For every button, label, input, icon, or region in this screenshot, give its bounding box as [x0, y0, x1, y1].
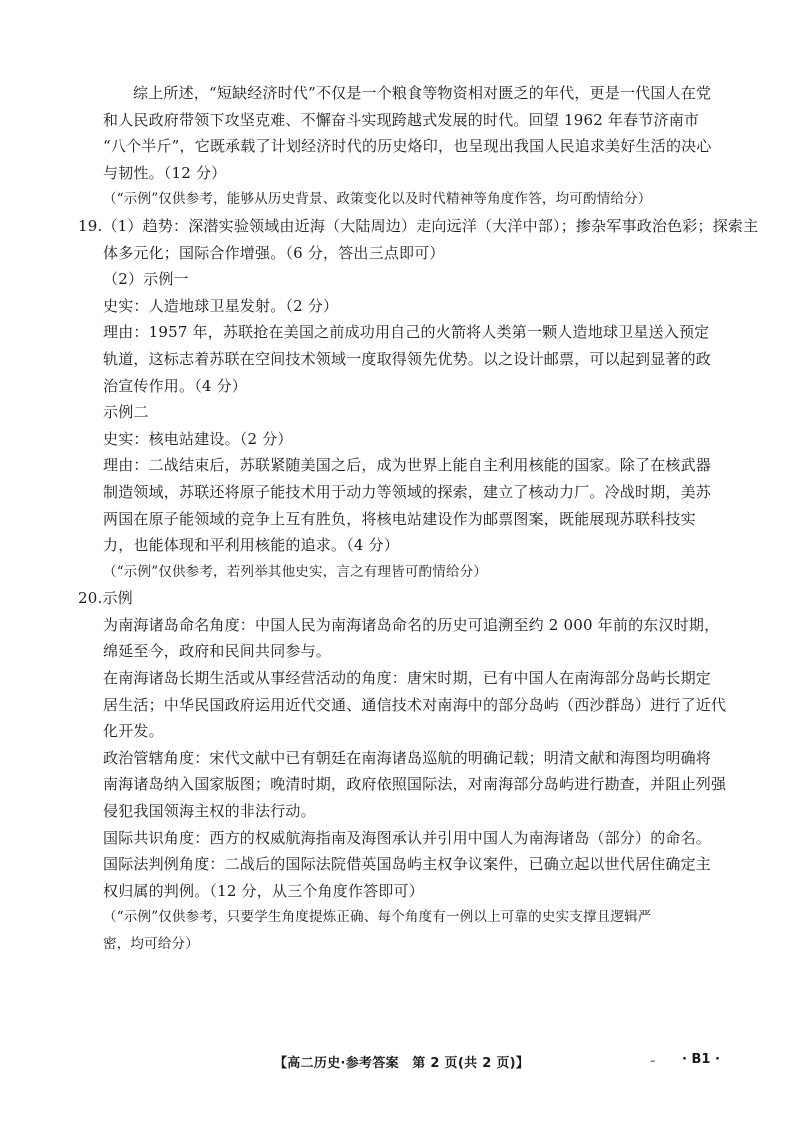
q20-item-line: 国际法判例角度：二战后的国际法院借英国岛屿主权争议案件，已确立起以世代居住确定主 — [103, 855, 712, 874]
q20-item-line: 化开发。 — [103, 722, 164, 741]
intro-line: 和人民政府带领下攻坚克难、不懈奋斗实现跨越式发展的时代。回望 1962 年春节济南市 — [103, 110, 700, 129]
q19-example2-reason: 理由：二战结束后，苏联紧随美国之后，成为世界上能自主利用核能的国家。除了在核武器 — [103, 456, 712, 475]
q20-item-line: 南海诸岛纳入国家版图；晚清时期，政府依照国际法，对南海部分岛屿进行勘查，并阻止列强 — [103, 775, 727, 794]
intro-line: “八个半斤”，它既承载了计划经济时代的历史烙印，也呈现出我国人民追求美好生活的决心 — [103, 137, 712, 156]
question-20 — [78, 585, 727, 957]
intro-line: 与韧性。（12 分） — [103, 163, 227, 182]
q19-part2-label: （2）示例一 — [103, 270, 189, 289]
q20-item-line: 居生活；中华民国政府运用近代交通、通信技术对南海中的部分岛屿（西沙群岛）进行了近代 — [103, 695, 727, 714]
q19-example2-reason: 力，也能体现和平利用核能的追求。（4 分） — [103, 536, 400, 555]
intro-paragraph — [103, 80, 723, 186]
footer-title: 【高二历史·参考答案 第 2 页(共 2 页)】 — [274, 1056, 530, 1071]
q20-item-line: 在南海诸岛长期生活或从事经营活动的角度：唐宋时期，已有中国人在南海部分岛屿长期定 — [103, 669, 712, 688]
q20-item-governance — [103, 745, 727, 825]
q20-note: （“示例”仅供参考，只要学生角度提炼正确、每个角度有一例以上可靠的史实支撑且逻辑严 — [103, 909, 652, 926]
intro-line: 综上所述，“短缺经济时代”不仅是一个粮食等物资相对匮乏的年代，更是一代国人在党 — [133, 84, 712, 102]
question-19 — [78, 213, 759, 585]
q20-note: 密，均可给分） — [103, 936, 199, 952]
footer-code: · B1 · — [682, 1052, 720, 1067]
q20-label: 示例 — [102, 589, 133, 608]
footer-mark: – — [650, 1054, 656, 1067]
q20-item-line: 为南海诸岛命名角度：中国人民为南海诸岛命名的历史可追溯至约 2 000 年前的东汉时期， — [103, 615, 720, 634]
question-number: 19. — [78, 216, 103, 235]
q19-example1-reason: 理由：1957 年，苏联抢在美国之前成功用自己的火箭将人类第一颗人造地球卫星送入预定 — [103, 323, 710, 342]
q19-example2-reason: 制造领域，苏联还将原子能技术用于动力等领域的探索，建立了核动力厂。冷战时期，美苏 — [103, 482, 712, 501]
q19-part1-line: （1）趋势：深潜实验领域由近海（大陆周边）走向远洋（大洋中部）；掺杂军事政治色彩；探索主 — [102, 216, 759, 235]
q20-item-line: 国际共识角度：西方的权威航海指南及海图承认并引用中国人为南海诸岛（部分）的命名。 — [103, 828, 712, 847]
q20-item-naming — [103, 612, 723, 665]
q20-item-line: 绵延至今，政府和民间共同参与。 — [103, 642, 332, 661]
q20-item-line: 侵犯我国领海主权的非法行动。 — [103, 802, 316, 821]
answer-content — [78, 80, 759, 958]
q20-item-consensus — [103, 825, 723, 852]
q20-item-law — [103, 851, 723, 904]
q19-example1-fact: 史实：人造地球卫星发射。（2 分） — [103, 296, 339, 315]
page-footer — [0, 1052, 800, 1076]
q19-note: （“示例”仅供参考，若列举其他史实，言之有理皆可酌情给分） — [103, 563, 488, 580]
q20-item-line: 政治管辖角度：宋代文献中已有朝廷在南海诸岛巡航的明确记载；明清文献和海图均明确将 — [103, 748, 712, 767]
question-number: 20. — [78, 589, 103, 608]
q19-part1-line: 体多元化；国际合作增强。（6 分，答出三点即可） — [103, 243, 445, 262]
q19-example2-label: 示例二 — [103, 403, 149, 422]
q19-example1-reason: 治宣传作用。（4 分） — [103, 376, 248, 395]
q19-example1-reason: 轨道，这标志着苏联在空间技术领域一度取得领先优势。以之设计邮票，可以起到显著的政 — [103, 349, 712, 368]
intro-note: （“示例”仅供参考，能够从历史背景、政策变化以及时代精神等角度作答，均可酌情给分） — [103, 191, 652, 208]
q20-item-settlement — [103, 665, 727, 745]
q20-item-line: 权归属的判例。（12 分，从三个角度作答即可） — [103, 881, 424, 900]
q19-example2-fact: 史实：核电站建设。（2 分） — [103, 429, 293, 448]
q19-example2-reason: 两国在原子能领域的竞争上互有胜负，将核电站建设作为邮票图案，既能展现苏联科技实 — [103, 509, 696, 528]
